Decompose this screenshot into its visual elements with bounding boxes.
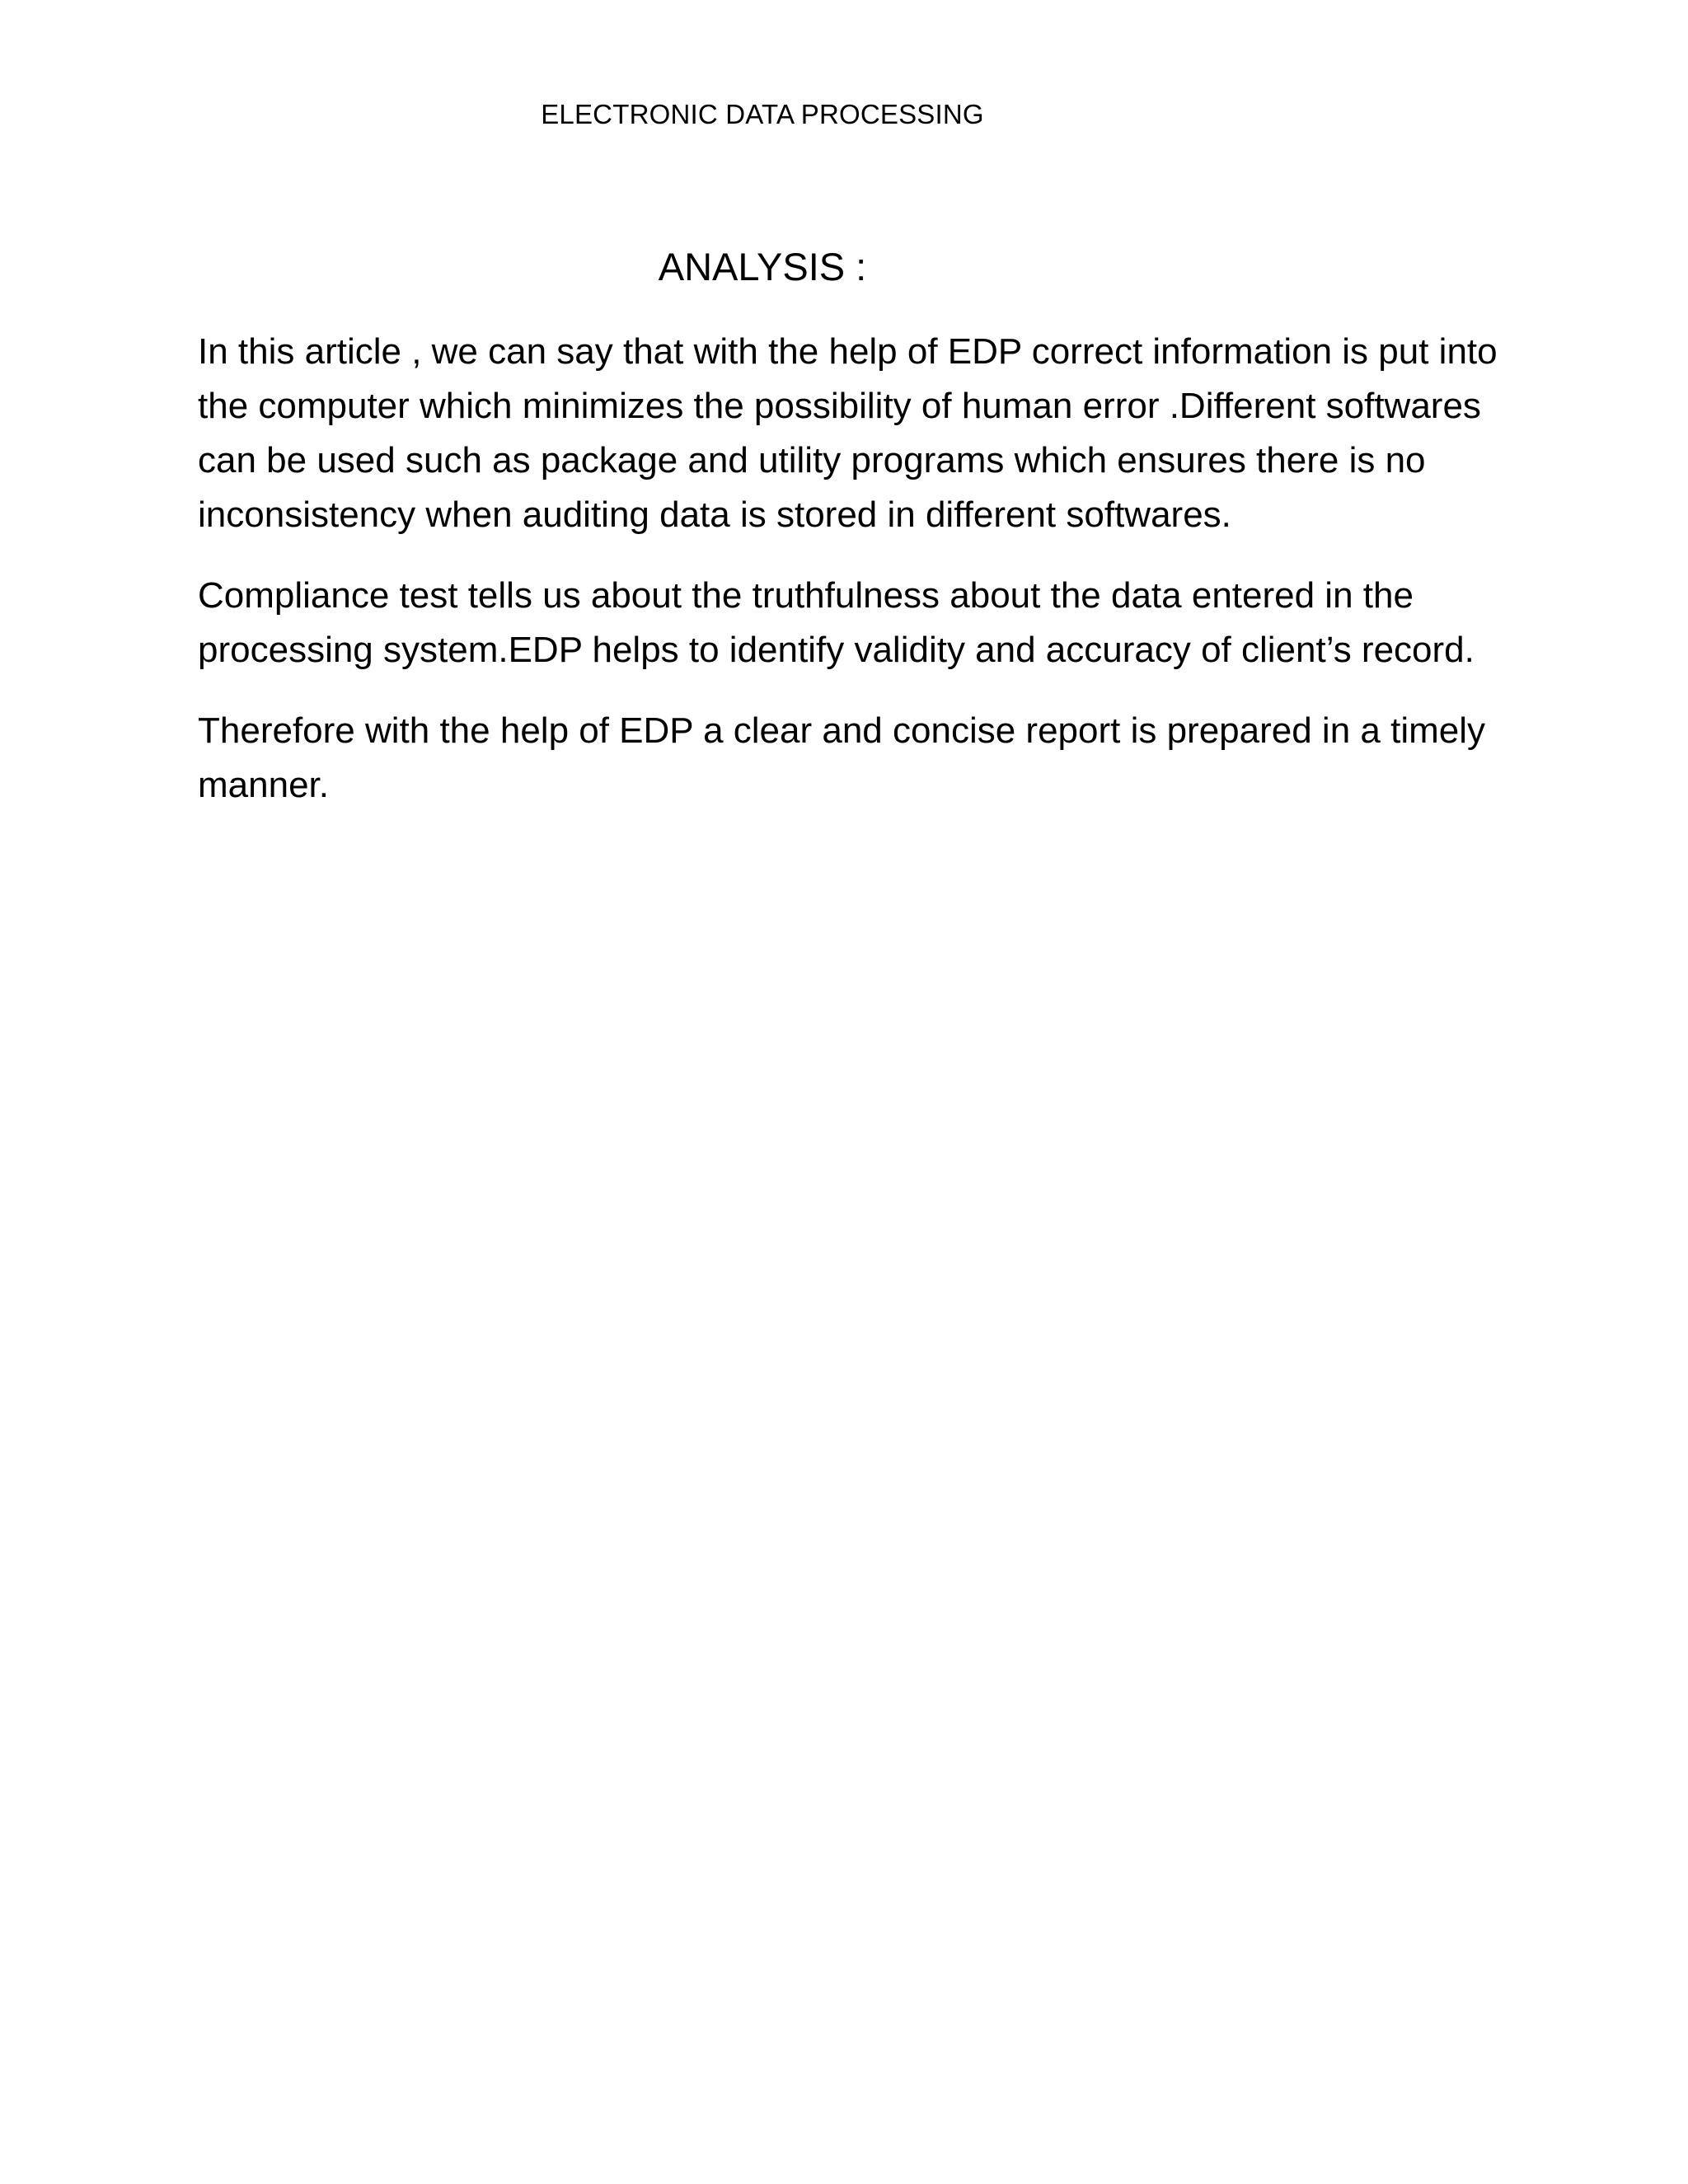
paragraph-2: Compliance test tells us about the truthfulness about the data entered in the processing system.EDP helps to identify validity and accuracy of client’s record. [198, 575, 1475, 670]
section-heading: ANALYSIS : [658, 245, 867, 288]
paragraph-1: In this article , we can say that with the help of EDP correct information is put into the computer which minimizes the possibility of human error .Different softwares can be used such as package and utility programs which ensures there is no inconsistency when auditing data is stored in different softwares. [198, 331, 1498, 535]
running-header: ELECTRONIC DATA PROCESSING [541, 99, 984, 129]
body-text [198, 325, 1500, 839]
paragraph-3: Therefore with the help of EDP a clear and concise report is prepared in a timely manner. [198, 710, 1485, 805]
